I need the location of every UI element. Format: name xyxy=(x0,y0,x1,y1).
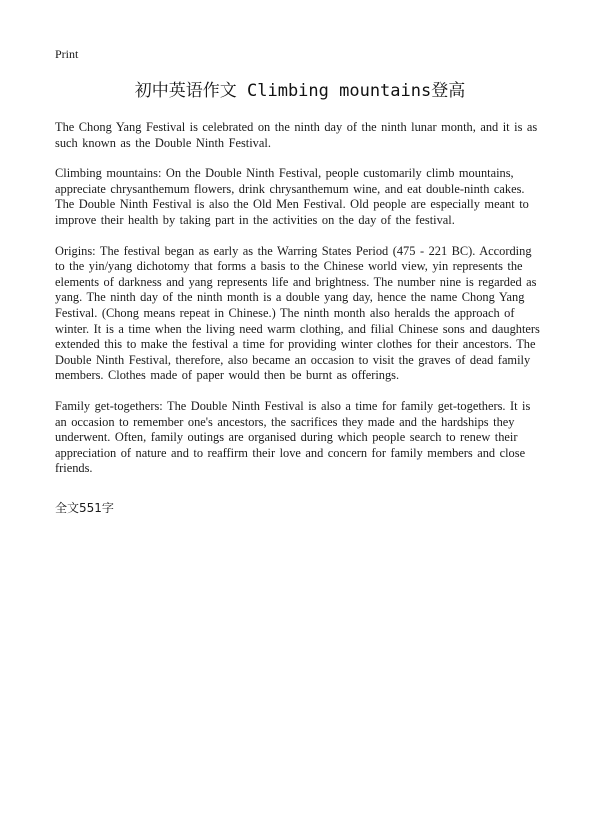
paragraph-origins: Origins: The festival began as early as the Warring States Period (475 - 221 BC). According to the yin/yang dichotomy that forms a basis to the Chinese world view, yin represents the elements of darkness and yang represents life and brightness. The number nine is regarded as yang. The ninth day of the ninth month is a double yang day, hence the name Chong Yang Festival. (Chong means repeat in Chinese.) The ninth month also heralds the approach of winter. It is a time when the living need warm clothing, and filial Chinese sons and daughters extended this to make the festival a time for providing winter clothes for their ancestors. The Double Ninth Festival, therefore, also became an occasion to visit the graves of dead family members. Clothes made of paper would then be burnt as offerings. xyxy=(55,243,540,383)
print-link[interactable]: Print xyxy=(55,47,79,61)
paragraph-family-get-togethers: Family get-togethers: The Double Ninth Festival is also a time for family get-togethers. It is an occasion to remember one's ancestors, the sacrifices they made and the hardships they underwent. Often, family outings are organised during which people search to renew their appreciation of nature and to reaffirm their love and concern for family members and close friends. xyxy=(55,398,531,476)
paragraph-intro: The Chong Yang Festival is celebrated on the ninth day of the ninth lunar month, and it is as such known as the Double Ninth Festival. xyxy=(55,120,538,150)
article-body xyxy=(55,120,545,492)
paragraph-climbing-mountains: Climbing mountains: On the Double Ninth Festival, people customarily climb mountains, appreciate chrysanthemum flowers, drink chrysanthemum wine, and eat double-ninth cakes. The Double Ninth Festival is also the Old Men Festival. Old people are especially meant to improve their health by taking part in the activities on the day of the festival. xyxy=(55,166,529,227)
article-title: 初中英语作文 Climbing mountains登高 xyxy=(134,81,466,101)
word-count: 全文551字 xyxy=(55,501,114,515)
